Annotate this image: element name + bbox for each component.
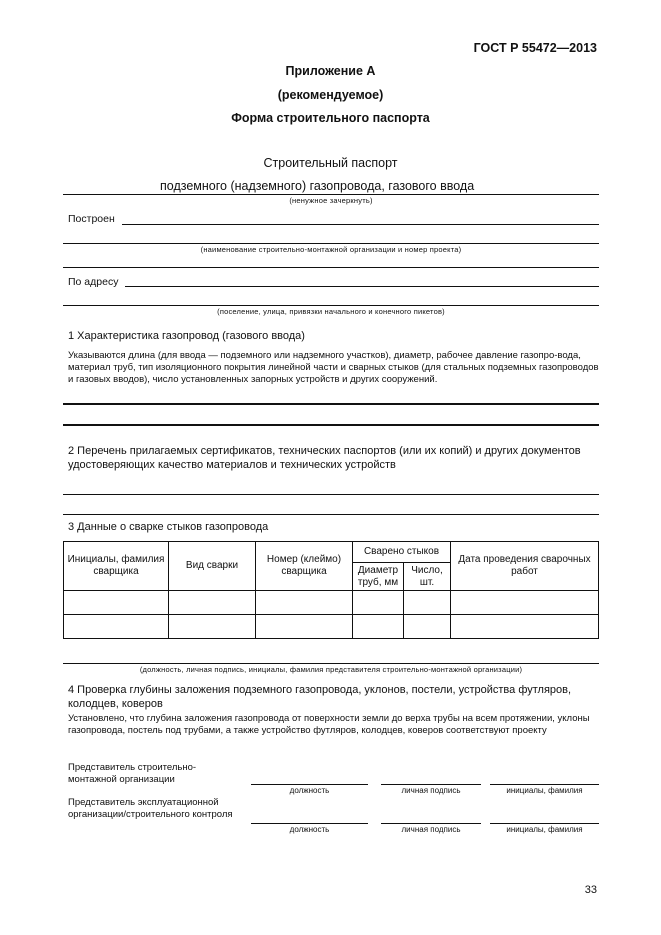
appendix-name: Форма строительного паспорта — [231, 111, 430, 125]
rep1-signature-line[interactable] — [381, 784, 481, 785]
appendix-status: (рекомендуемое) — [277, 88, 384, 102]
page-number: 33 — [584, 884, 597, 896]
table-cell[interactable] — [169, 591, 256, 615]
col-mark-header: Номер (клеймо) сварщика — [256, 542, 353, 591]
section3-signature-line — [63, 663, 599, 664]
table-cell[interactable] — [169, 615, 256, 639]
welding-table — [63, 541, 599, 639]
rep2-position-line[interactable] — [251, 823, 368, 824]
table-cell[interactable] — [256, 591, 353, 615]
table-cell[interactable] — [64, 591, 169, 615]
section1-title: 1 Характеристика газопровод (газового ввода) — [68, 330, 305, 342]
built-line-3 — [63, 267, 599, 268]
table-row — [64, 615, 599, 639]
section2-title: 2 Перечень прилагаемых сертификатов, технических паспортов (или их копий) и других документов удостоверяющих качество материалов и технических устройств — [68, 445, 581, 471]
section2-line-2 — [63, 514, 599, 515]
built-hint: (наименование строительно-монтажной организации и номер проекта) — [200, 245, 462, 254]
rep1-position-line[interactable] — [251, 784, 368, 785]
col-type-header: Вид сварки — [169, 542, 256, 591]
rep1-name-caption: инициалы, фамилия — [506, 786, 583, 795]
section1-text: Указываются длина (для ввода — подземного или надземного участков), диаметр, рабочее давление газопро-вода, материал труб, тип изоляционного покрытия линейной части и сварных стыков (для стальных подземных газопроводов и газовых вводов), число установленных запорных устройств и других сооружений. — [68, 350, 599, 385]
table-cell[interactable] — [353, 591, 404, 615]
rep2-label: Представитель эксплуатационной организации/строительного контроля — [68, 797, 233, 820]
rep2-signature-caption: личная подпись — [401, 825, 461, 834]
col-welded-header: Сварено стыков — [353, 542, 451, 563]
strike-hint: (ненужное зачеркнуть) — [289, 196, 373, 205]
table-cell[interactable] — [404, 615, 451, 639]
passport-subtitle: подземного (надземного) газопровода, газового ввода — [160, 179, 475, 193]
table-cell[interactable] — [404, 591, 451, 615]
standard-code: ГОСТ Р 55472—2013 — [473, 41, 597, 55]
address-line — [125, 286, 599, 287]
col-date-header: Дата проведения сварочных работ — [451, 542, 599, 591]
rep1-name-line[interactable] — [490, 784, 599, 785]
built-line — [122, 224, 599, 225]
rep1-position-caption: должность — [289, 786, 330, 795]
passport-subtitle-underline — [63, 194, 599, 195]
address-line-2 — [63, 305, 599, 306]
section3-signature-hint: (должность, личная подпись, инициалы, фамилия представителя строительно-монтажной организации) — [139, 665, 523, 674]
table-cell[interactable] — [451, 615, 599, 639]
col-initials-header: Инициалы, фамилия сварщика — [64, 542, 169, 591]
section3-title: 3 Данные о сварке стыков газопровода — [68, 521, 269, 533]
rep2-signature-line[interactable] — [381, 823, 481, 824]
section1-line-2 — [63, 424, 599, 426]
address-hint: (поселение, улица, привязки начального и конечного пикетов) — [217, 307, 445, 316]
section4-text: Установлено, что глубина заложения газопровода от поверхности земли до верха трубы на всем протяжении, уклоны газопровода, постель под трубами, а также устройство футляров, колодцев, коверов соответствуют проекту — [68, 713, 590, 736]
passport-title: Строительный паспорт — [263, 156, 398, 170]
col-count-header: Число, шт. — [404, 563, 451, 591]
table-cell[interactable] — [256, 615, 353, 639]
built-line-2 — [63, 243, 599, 244]
section4-title: 4 Проверка глубины заложения подземного газопровода, уклонов, постели, устройства футляров, колодцев, коверов — [68, 684, 572, 710]
table-row — [64, 591, 599, 615]
rep2-name-line[interactable] — [490, 823, 599, 824]
appendix-title: Приложение А — [285, 64, 376, 78]
col-diameter-header: Диаметр труб, мм — [353, 563, 404, 591]
rep1-label: Представитель строительно-монтажной организации — [68, 762, 197, 785]
table-cell[interactable] — [451, 591, 599, 615]
built-label: Построен — [68, 213, 115, 225]
table-cell[interactable] — [64, 615, 169, 639]
section1-line-1 — [63, 403, 599, 405]
section2-line-1 — [63, 494, 599, 495]
rep2-name-caption: инициалы, фамилия — [506, 825, 583, 834]
table-cell[interactable] — [353, 615, 404, 639]
rep1-signature-caption: личная подпись — [401, 786, 461, 795]
rep2-position-caption: должность — [289, 825, 330, 834]
address-label: По адресу — [68, 276, 119, 288]
